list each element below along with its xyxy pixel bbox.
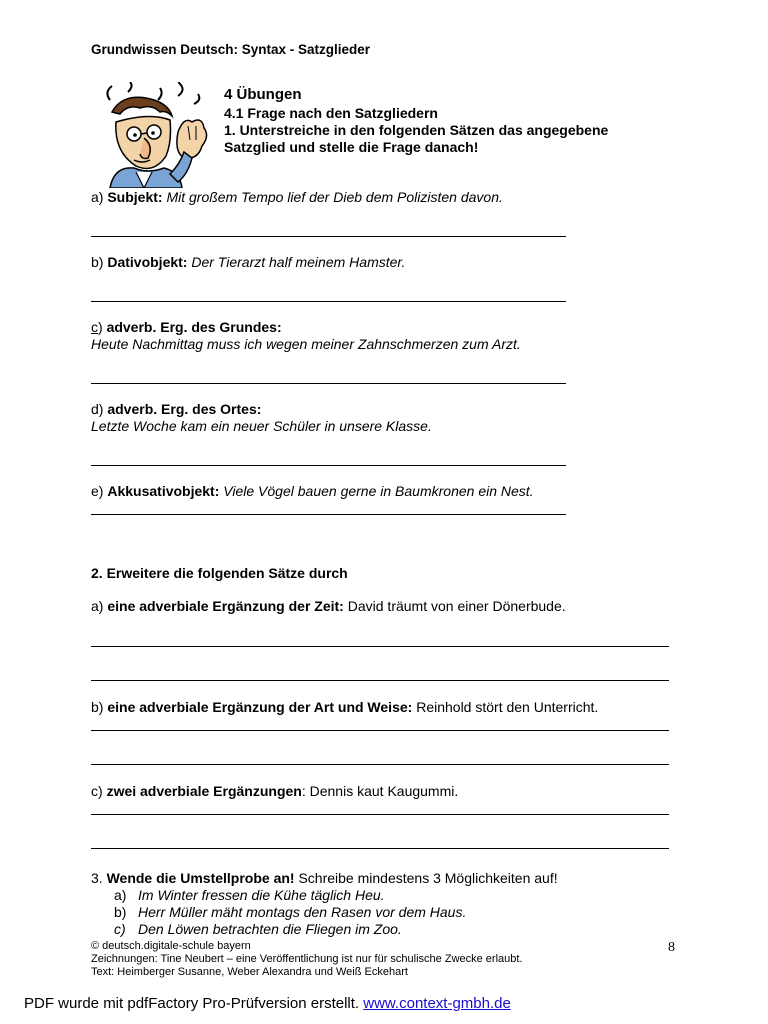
pdf-notice-text: PDF wurde mit pdfFactory Pro-Prüfversion erstellt.: [24, 995, 364, 1012]
task2-item-b: [91, 699, 598, 716]
answer-line: [91, 814, 669, 815]
item-marker-letter: c: [91, 319, 98, 335]
task1-item-d: [91, 401, 261, 418]
item-marker: e): [91, 483, 108, 499]
item-label: zwei adverbiale Ergänzungen: [106, 783, 302, 799]
item-marker-paren: ): [98, 319, 103, 335]
item-label: eine adverbiale Ergänzung der Art und Weise:: [107, 699, 413, 715]
pdf-notice-link[interactable]: www.context-gmbh.de: [363, 995, 511, 1012]
item-sentence: David träumt von einer Dönerbude.: [343, 598, 566, 614]
task2-item-a: [91, 598, 566, 615]
item-label: eine adverbiale Ergänzung der Zeit:: [107, 598, 344, 614]
footer-drawings-credit: Zeichnungen: Tine Neubert – eine Veröffentlichung ist nur für schulische Zwecke erlaubt.: [91, 953, 523, 965]
answer-line: [91, 236, 566, 237]
page-title: Grundwissen Deutsch: Syntax - Satzglieder: [91, 42, 371, 57]
task1-instruction-line2: Satzglied und stelle die Frage danach!: [224, 139, 479, 155]
task3-instruction: Schreibe mindestens 3 Möglichkeiten auf!: [294, 870, 558, 886]
answer-line: [91, 848, 669, 849]
subsection-heading: 4.1 Frage nach den Satzgliedern: [224, 105, 438, 121]
item-sentence: : Dennis kaut Kaugummi.: [301, 783, 459, 799]
item-label: Akkusativobjekt:: [107, 483, 220, 499]
item-sentence: Den Löwen betrachten die Fliegen im Zoo.: [138, 921, 402, 937]
answer-line: [91, 646, 669, 647]
task2-heading: 2. Erweitere die folgenden Sätze durch: [91, 565, 348, 581]
task1-item-b: [91, 254, 405, 271]
page-number: 8: [668, 940, 675, 955]
task1-item-e: [91, 483, 534, 500]
section-heading: 4 Übungen: [224, 86, 302, 103]
item-marker: c): [91, 783, 107, 799]
item-sentence: Mit großem Tempo lief der Dieb dem Polizisten davon.: [166, 189, 503, 205]
item-label: Subjekt:: [107, 189, 163, 205]
item-marker: d): [91, 401, 108, 417]
item-marker: b): [91, 254, 108, 270]
answer-line: [91, 764, 669, 765]
answer-line: [91, 465, 566, 466]
answer-line: [91, 730, 669, 731]
item-sentence: Viele Vögel bauen gerne in Baumkronen ein Nest.: [223, 483, 534, 499]
task1-instruction-line1: 1. Unterstreiche in den folgenden Sätzen das angegebene: [224, 122, 609, 138]
task3-label: Wende die Umstellprobe an!: [106, 870, 295, 886]
item-sentence: Herr Müller mäht montags den Rasen vor dem Haus.: [138, 904, 467, 920]
task3-item-a: [114, 887, 385, 904]
item-label: adverb. Erg. des Grundes:: [106, 319, 282, 335]
item-marker: b): [114, 904, 127, 920]
item-sentence: Heute Nachmittag muss ich wegen meiner Zahnschmerzen zum Arzt.: [91, 336, 521, 352]
task3-item-c: [114, 921, 402, 938]
cartoon-teacher-illustration: [90, 82, 214, 188]
item-marker: c): [114, 921, 126, 937]
task3-heading: [91, 870, 558, 887]
answer-line: [91, 514, 566, 515]
answer-line: [91, 301, 566, 302]
item-label: Dativobjekt:: [107, 254, 188, 270]
item-sentence: Im Winter fressen die Kühe täglich Heu.: [138, 887, 385, 903]
footer-copyright: © deutsch.digitale-schule bayern: [91, 940, 251, 952]
answer-line: [91, 383, 566, 384]
task3-item-b: [114, 904, 466, 921]
answer-line: [91, 680, 669, 681]
item-sentence: Der Tierarzt half meinem Hamster.: [191, 254, 406, 270]
item-sentence: Letzte Woche kam ein neuer Schüler in unsere Klasse.: [91, 418, 432, 434]
item-marker: a): [91, 189, 108, 205]
item-label: adverb. Erg. des Ortes:: [107, 401, 262, 417]
task2-item-c: [91, 783, 458, 800]
task3-marker: 3.: [91, 870, 107, 886]
pdf-notice: [24, 995, 511, 1012]
item-marker: a): [114, 887, 127, 903]
task1-item-a: [91, 189, 503, 206]
task1-item-c: [91, 319, 282, 336]
item-sentence: Reinhold stört den Unterricht.: [412, 699, 599, 715]
footer-text-credit: Text: Heimberger Susanne, Weber Alexandra und Weiß Eckehart: [91, 966, 408, 978]
item-marker: a): [91, 598, 108, 614]
item-marker: b): [91, 699, 108, 715]
